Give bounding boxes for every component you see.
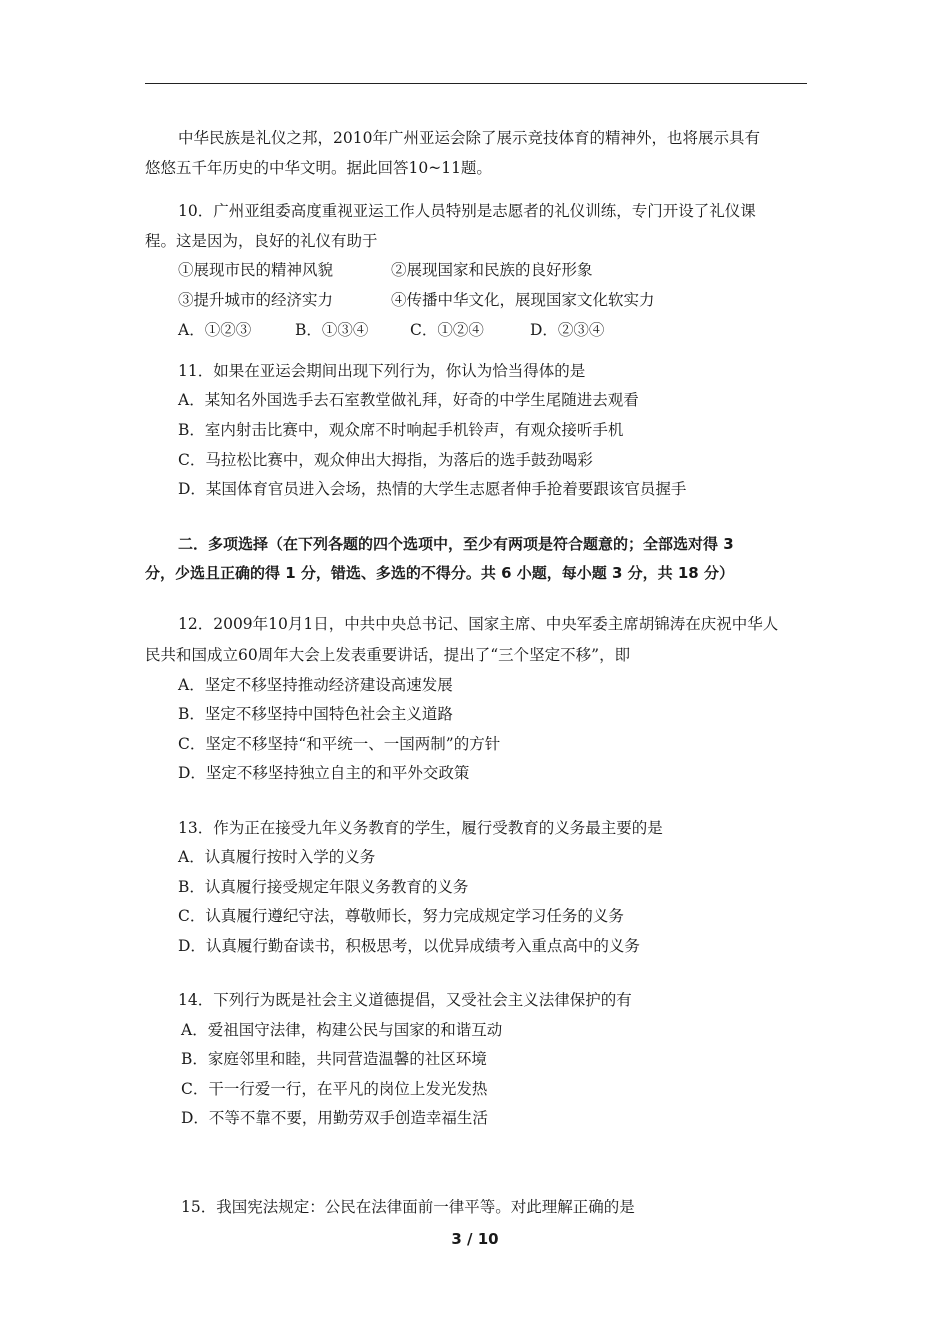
- q14-option-a: A．爱祖国守法律，构建公民与国家的和谐互动: [181, 1021, 503, 1039]
- q11-option-c: C．马拉松比赛中，观众伸出大拇指，为落后的选手鼓劲喝彩: [178, 451, 593, 469]
- page-number: 3 / 10: [451, 1230, 499, 1248]
- q11-stem: 11．如果在亚运会期间出现下列行为，你认为恰当得体的是: [178, 362, 586, 380]
- q12-option-b: B．坚定不移坚持中国特色社会主义道路: [178, 705, 453, 723]
- q13-option-a: A．认真履行按时入学的义务: [178, 848, 376, 866]
- q14-stem: 14．下列行为既是社会主义道德提倡，又受社会主义法律保护的有: [178, 991, 632, 1009]
- q10-stem-line-1: 10．广州亚组委高度重视亚运工作人员特别是志愿者的礼仪训练，专门开设了礼仪课: [178, 202, 756, 220]
- q11-option-d: D．某国体育官员进入会场，热情的大学生志愿者伸手抢着要跟该官员握手: [178, 480, 687, 498]
- q12-option-c: C．坚定不移坚持“和平统一、一国两制”的方针: [178, 735, 501, 753]
- q10-statement-3: ③提升城市的经济实力: [178, 291, 334, 309]
- q10-option-c: C．①②④: [410, 321, 484, 339]
- header-rule: [145, 83, 807, 84]
- q10-option-a: A．①②③: [178, 321, 252, 339]
- section-2-heading-line-2: 分，少选且正确的得 1 分，错选、多选的不得分。共 6 小题，每小题 3 分，共 18 分）: [145, 564, 734, 582]
- q10-option-b: B．①③④: [295, 321, 369, 339]
- q13-option-c: C．认真履行遵纪守法，尊敬师长，努力完成规定学习任务的义务: [178, 907, 624, 925]
- q12-stem-line-1: 12．2009年10月1日，中共中央总书记、国家主席、中央军委主席胡锦涛在庆祝中华人: [178, 615, 779, 633]
- q11-option-b: B．室内射击比赛中，观众席不时响起手机铃声，有观众接听手机: [178, 421, 624, 439]
- q10-statement-2: ②展现国家和民族的良好形象: [391, 261, 593, 279]
- q12-option-a: A．坚定不移坚持推动经济建设高速发展: [178, 676, 453, 694]
- q12-stem-line-2: 民共和国成立60周年大会上发表重要讲话，提出了“三个坚定不移”，即: [145, 646, 631, 664]
- q10-stem-line-2: 程。这是因为，良好的礼仪有助于: [145, 232, 378, 250]
- q13-stem: 13．作为正在接受九年义务教育的学生，履行受教育的义务最主要的是: [178, 819, 663, 837]
- q10-statement-4: ④传播中华文化，展现国家文化软实力: [391, 291, 655, 309]
- q13-option-d: D．认真履行勤奋读书，积极思考，以优异成绩考入重点高中的义务: [178, 937, 640, 955]
- intro-line-1: 中华民族是礼仪之邦，2010年广州亚运会除了展示竞技体育的精神外，也将展示具有: [178, 129, 760, 147]
- q14-option-c: C．干一行爱一行，在平凡的岗位上发光发热: [181, 1080, 488, 1098]
- q10-statement-1: ①展现市民的精神风貌: [178, 261, 334, 279]
- q11-option-a: A．某知名外国选手去石室教堂做礼拜，好奇的中学生尾随进去观看: [178, 391, 639, 409]
- q14-option-d: D．不等不靠不要，用勤劳双手创造幸福生活: [181, 1109, 488, 1127]
- q10-option-d: D．②③④: [530, 321, 605, 339]
- q15-stem: 15．我国宪法规定：公民在法律面前一律平等。对此理解正确的是: [181, 1198, 635, 1216]
- intro-line-2: 悠悠五千年历史的中华文明。据此回答10~11题。: [145, 159, 492, 177]
- section-2-heading-line-1: 二．多项选择（在下列各题的四个选项中，至少有两项是符合题意的；全部选对得 3: [178, 535, 734, 553]
- q14-option-b: B．家庭邻里和睦，共同营造温馨的社区环境: [181, 1050, 487, 1068]
- q12-option-d: D．坚定不移坚持独立自主的和平外交政策: [178, 764, 470, 782]
- q13-option-b: B．认真履行接受规定年限义务教育的义务: [178, 878, 469, 896]
